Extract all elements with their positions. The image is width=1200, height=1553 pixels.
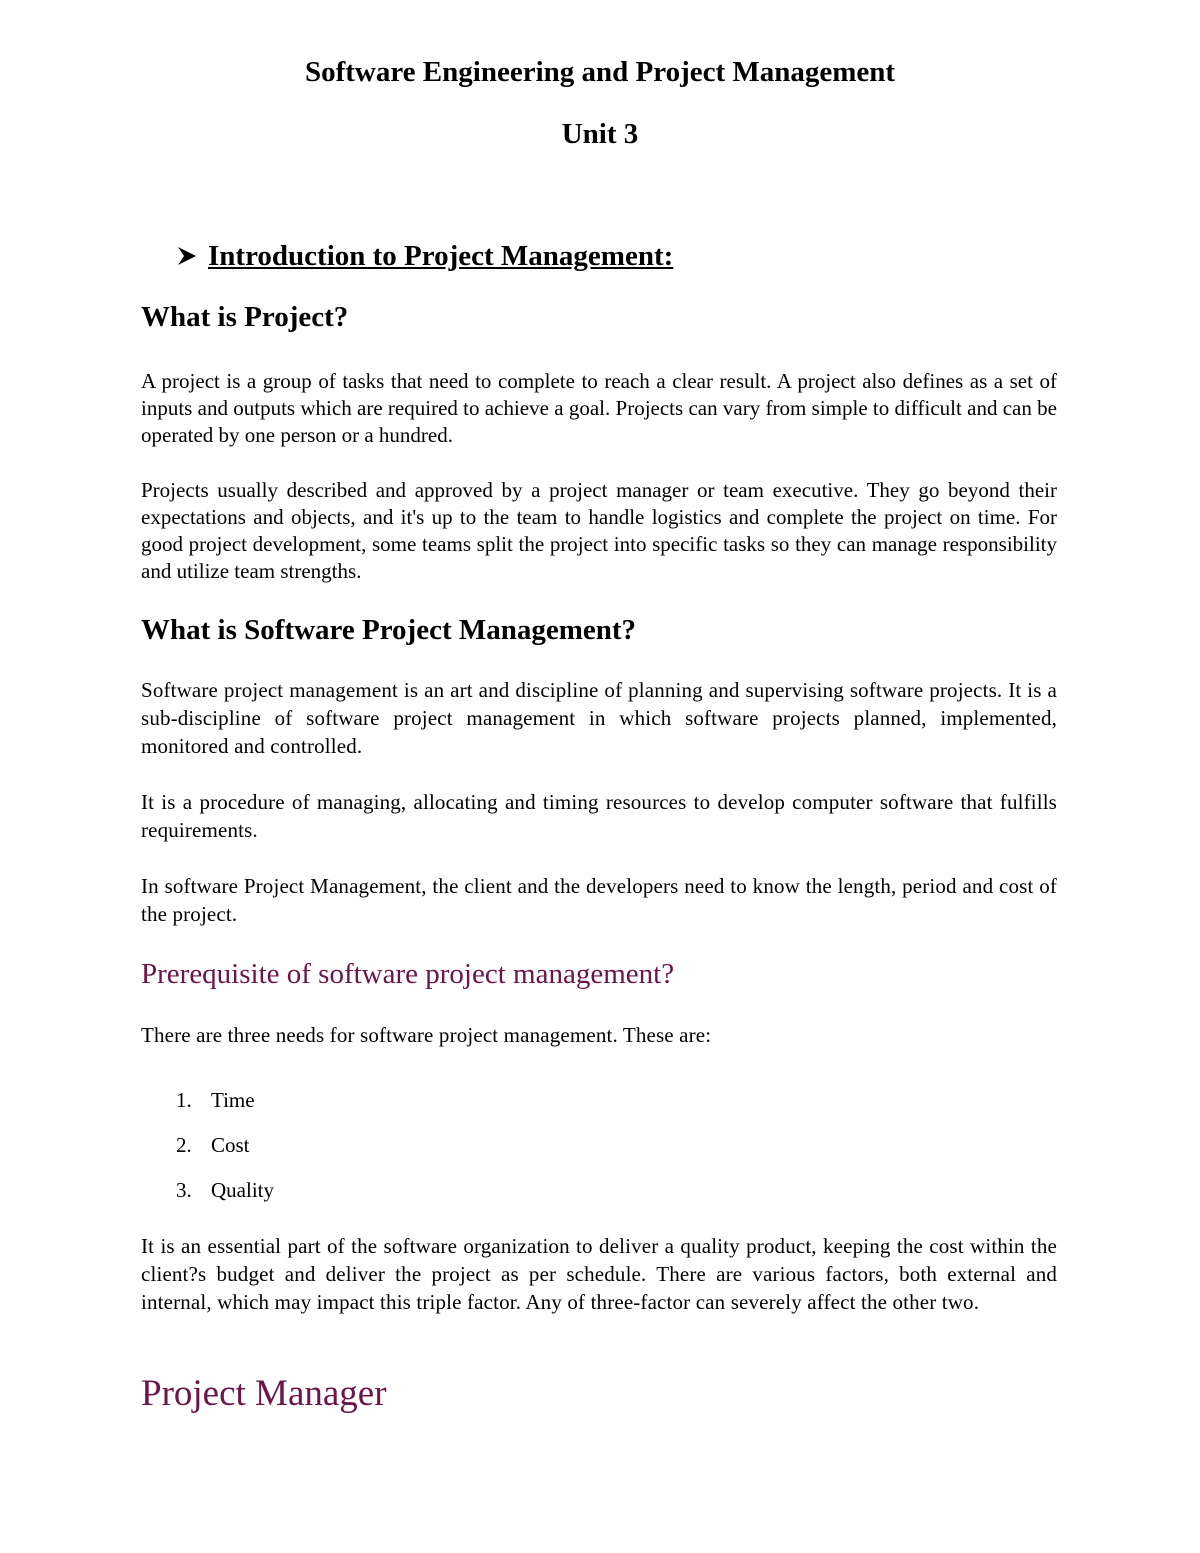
paragraph-spm-definition: Software project management is an art and discipline of planning and supervising software projects. It is a sub-discipline of software project management in which software projects planned, implemented, monitored and controlled. [141,678,1057,758]
paragraph-prerequisite-intro: There are three needs for software project management. These are: [141,1023,712,1047]
paragraph-spm-procedure: It is a procedure of managing, allocating and timing resources to develop computer software that fulfills requirements. [141,790,1057,842]
list-item-number: 2. [176,1133,192,1157]
list-item [176,1176,274,1204]
heading-what-is-project: What is Project? [141,301,349,333]
unit-title: Unit 3 [561,118,639,150]
section-heading-intro [176,238,673,274]
arrow-right-icon [176,245,198,267]
paragraph-spm-client: In software Project Management, the client and the developers need to know the length, period and cost of the project. [141,874,1057,926]
list-item [176,1086,255,1114]
list-item-label: Quality [211,1178,274,1202]
paragraph-triple-factor: It is an essential part of the software organization to deliver a quality product, keeping the cost within the client?s budget and deliver the project as per schedule. There are various factors, both external and internal, which may impact this triple factor. Any of three-factor can severely affect the other two. [141,1234,1057,1314]
paragraph-project-definition: A project is a group of tasks that need to complete to reach a clear result. A project also defines as a set of inputs and outputs which are required to achieve a goal. Projects can vary from simple to difficult and can be operated by one person or a hundred. [141,369,1057,447]
heading-prerequisite: Prerequisite of software project management? [141,958,675,990]
paragraph-project-approval: Projects usually described and approved by a project manager or team executive. They go beyond their expectations and objects, and it's up to the team to handle logistics and complete the project on time. For good project development, some teams split the project into specific tasks so they can manage responsibility and utilize team strengths. [141,478,1057,583]
list-item-number: 1. [176,1088,192,1112]
heading-what-is-spm: What is Software Project Management? [141,614,637,646]
list-item-label: Cost [211,1133,250,1157]
list-item-number: 3. [176,1178,192,1202]
list-item-label: Time [211,1088,255,1112]
heading-project-manager: Project Manager [141,1373,387,1414]
section-heading-intro-text: Introduction to Project Management: [208,240,674,272]
list-item [176,1131,250,1159]
document-title: Software Engineering and Project Management [304,56,896,88]
